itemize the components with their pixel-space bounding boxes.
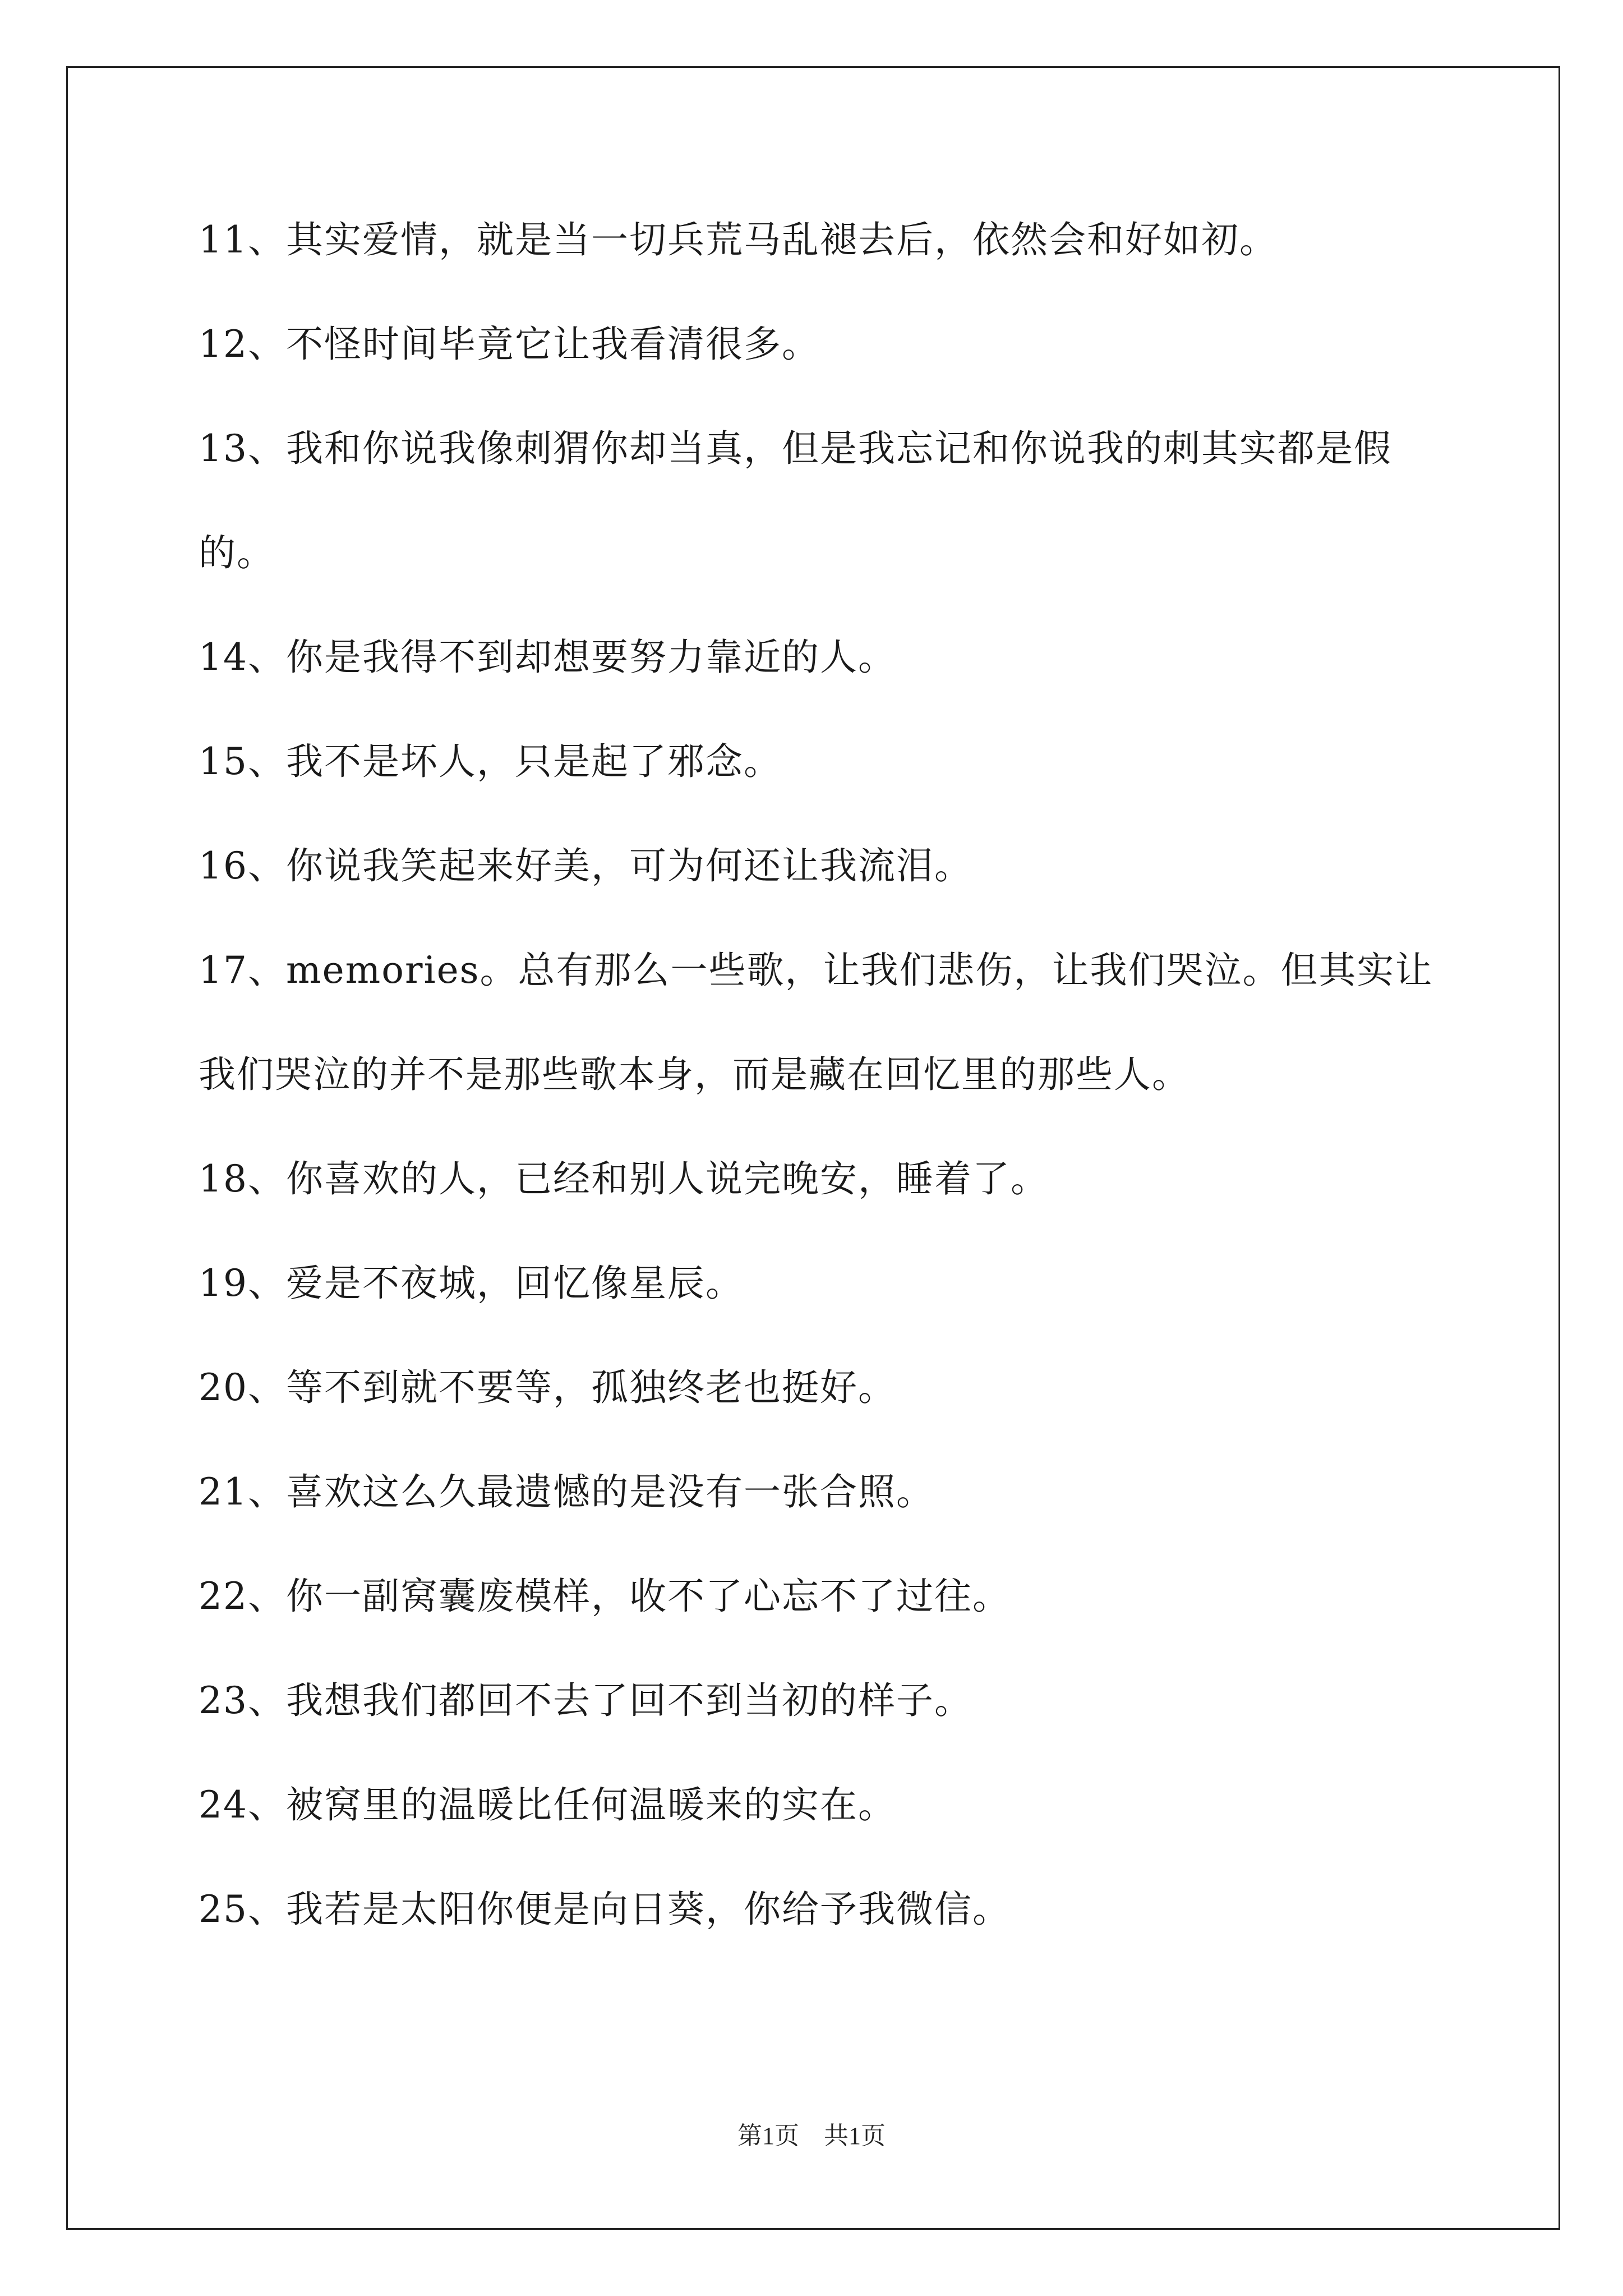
list-item: 19、爱是不夜城，回忆像星辰。	[199, 1262, 744, 1305]
list-item: 20、等不到就不要等，孤独终老也挺好。	[199, 1366, 896, 1409]
list-item: 14、你是我得不到却想要努力靠近的人。	[199, 636, 896, 679]
document-body	[199, 213, 1455, 1987]
list-item: 12、不怪时间毕竟它让我看清很多。	[199, 323, 820, 366]
list-item: 24、被窝里的温暖比任何温暖来的实在。	[199, 1783, 896, 1826]
list-item: 17、memories。总有那么一些歌，让我们悲伤，让我们哭泣。但其实让我们哭泣的并不是那些歌本身，而是藏在回忆里的那些人。	[199, 949, 1433, 1096]
list-item: 21、喜欢这么久最遗憾的是没有一张合照。	[199, 1470, 934, 1513]
list-item: 18、你喜欢的人，已经和别人说完晚安，睡着了。	[199, 1157, 1049, 1200]
list-item: 22、你一副窝囊废模样，收不了心忘不了过往。	[199, 1575, 1011, 1618]
list-item: 13、我和你说我像刺猬你却当真，但是我忘记和你说我的刺其实都是假的。	[199, 427, 1392, 574]
list-item: 25、我若是太阳你便是向日葵，你给予我微信。	[199, 1888, 1011, 1931]
list-item: 15、我不是坏人，只是起了邪念。	[199, 740, 782, 783]
page-footer	[0, 2119, 1623, 2153]
page-number: 第1页	[737, 2122, 799, 2150]
list-item: 11、其实爱情，就是当一切兵荒马乱褪去后，依然会和好如初。	[199, 218, 1278, 261]
list-item: 16、你说我笑起来好美，可为何还让我流泪。	[199, 844, 972, 887]
list-item: 23、我想我们都回不去了回不到当初的样子。	[199, 1679, 972, 1722]
page-count: 共1页	[824, 2122, 886, 2150]
